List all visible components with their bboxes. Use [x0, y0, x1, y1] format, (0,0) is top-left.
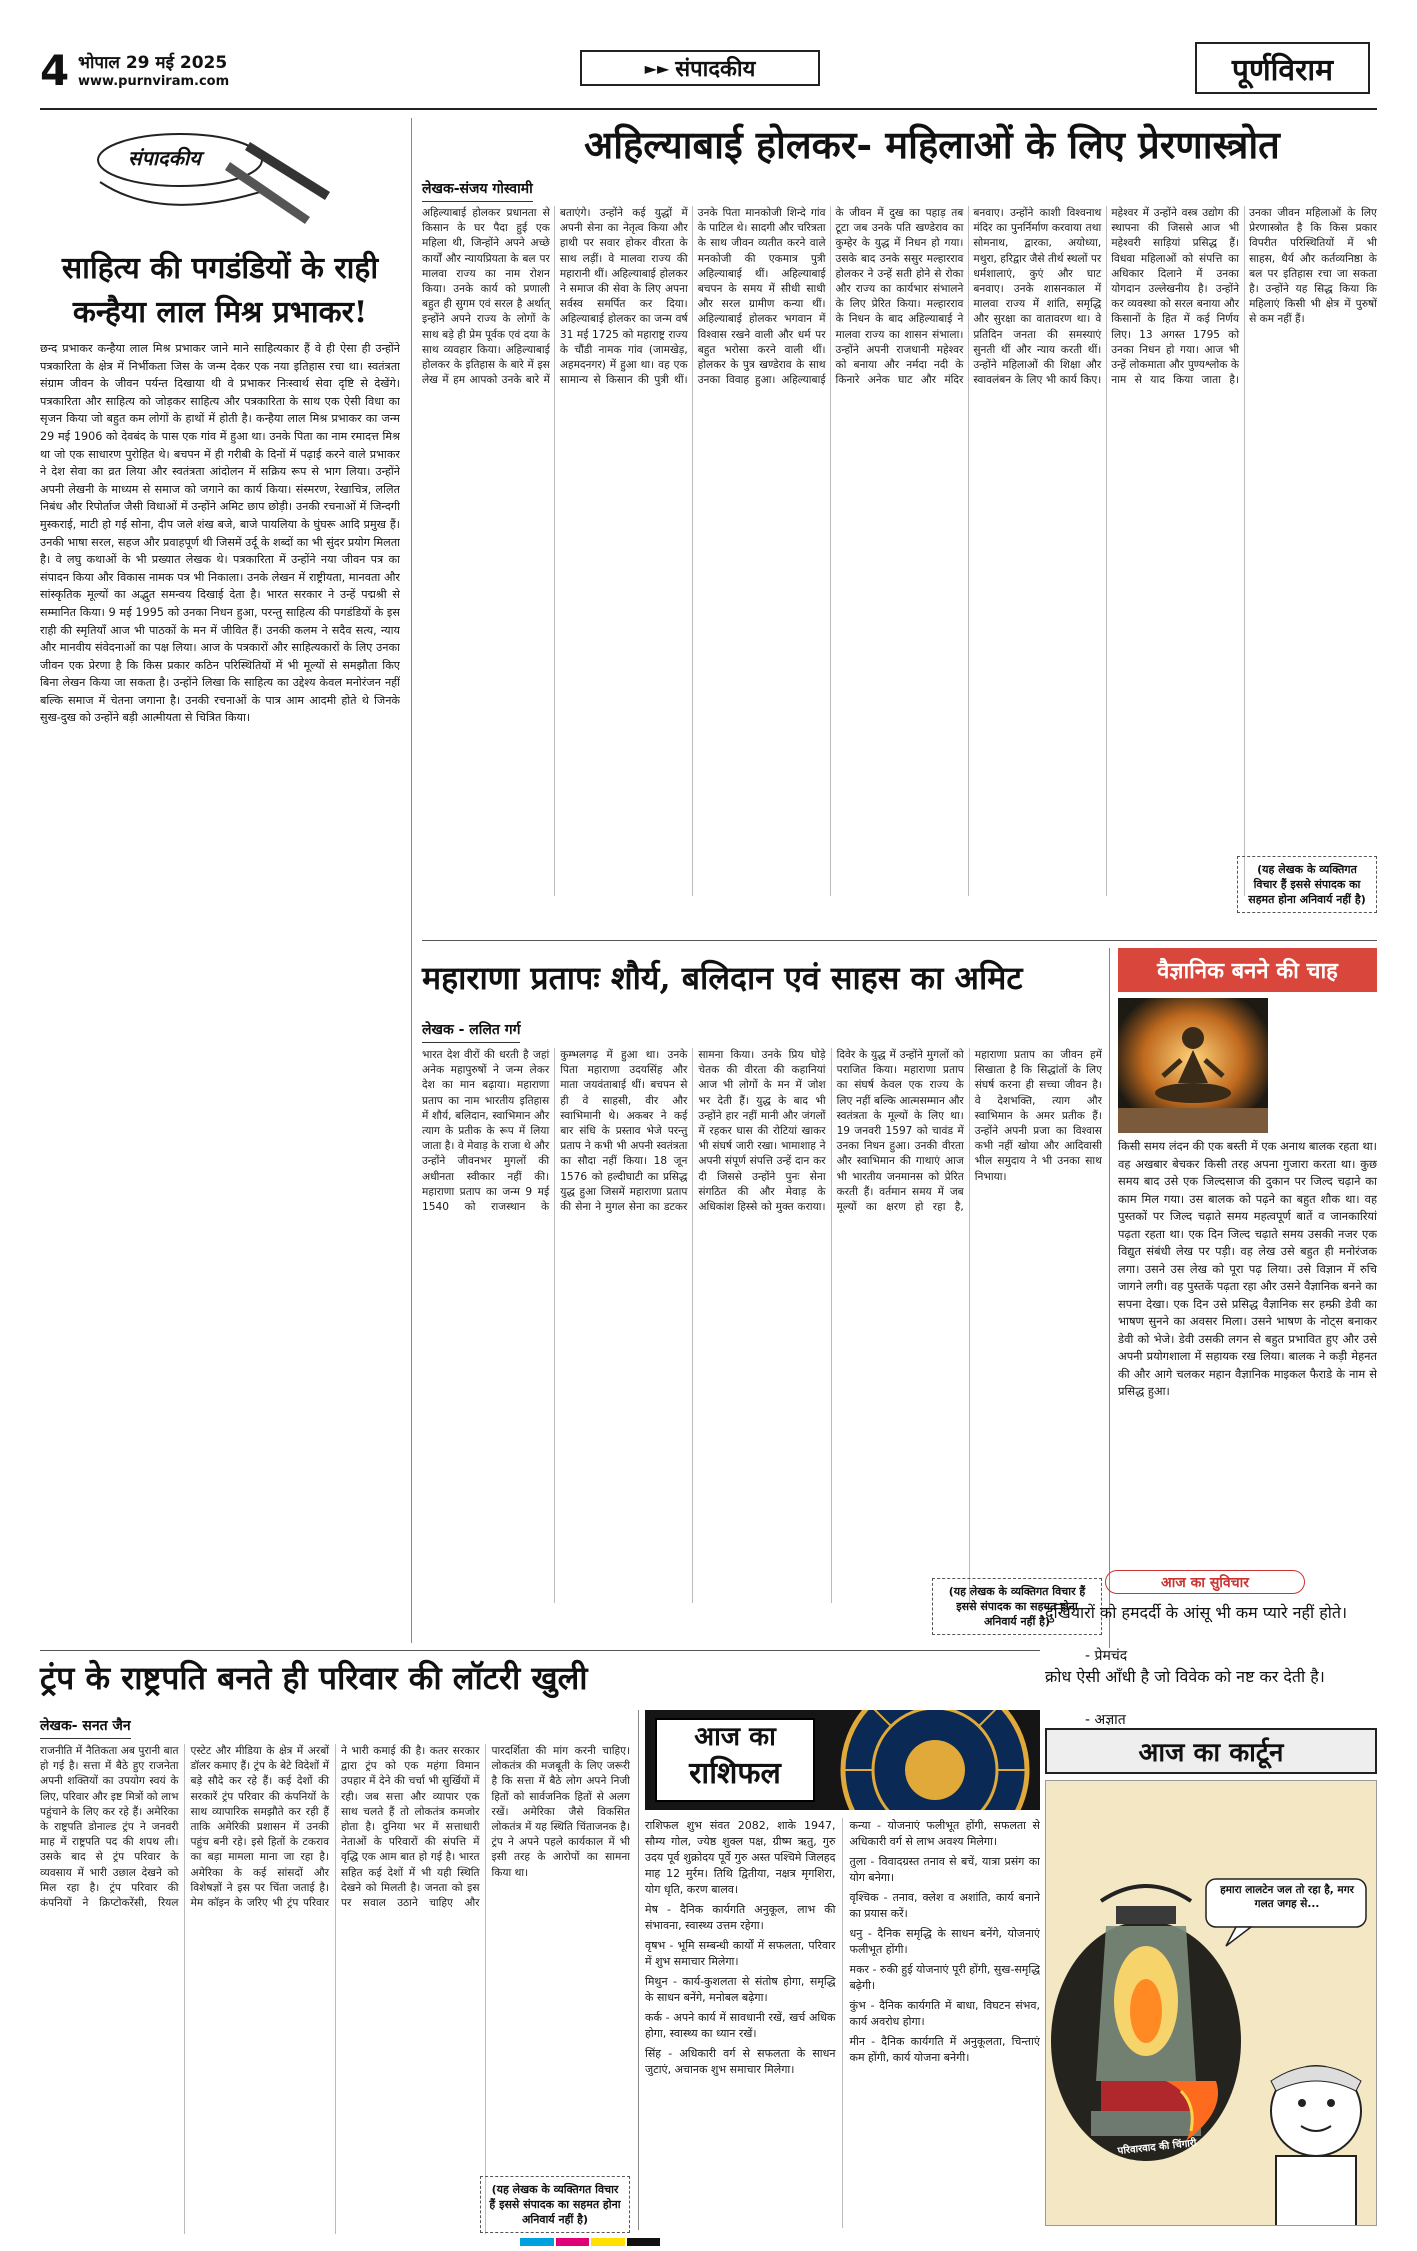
article2-note: (यह लेखक के व्यक्तिगत विचार हैं इससे संपादक का सहमत होना अनिवार्य नहीं है) — [1237, 856, 1377, 913]
article2-headline: अहिल्याबाई होलकर- महिलाओं के लिए प्रेरणास्त्रोत — [584, 122, 1280, 167]
rashifal-entry: मीन - दैनिक कार्यगति में अनुकूलता, चिन्ताएं कम होंगी, कार्य योजना बनेगी। — [849, 2035, 1040, 2064]
article3-body: भारत देश वीरों की धरती है जहां अनेक महापुरुषों ने जन्म लेकर देश का मान बढ़ाया। महाराणा प्रताप का नाम भारतीय इतिहास में शौर्य, बलिदान, स्वाभिमान और त्याग के प्रतीक के रूप में लिया जाता है। वे मेवाड़ के राजा थे और उन्होंने जीवनभर मुगलों की अधीनता स्वीकार नहीं की। महाराणा प्रताप का जन्म 9 मई 1540 को राजस्थान के कुम्भलगढ़ में हुआ था। उनके पिता महाराणा उदयसिंह और माता जयवंताबाई थीं। बचपन से ही वे साहसी, वीर और स्वाभिमानी थे। अकबर ने कई बार संधि के प्रस्ताव भेजे परन्तु प्रताप ने कभी भी अपनी स्वतंत्रता का सौदा नहीं किया। 18 जून 1576 को हल्दीघाटी का प्रसिद्ध युद्ध हुआ जिसमें महाराणा प्रताप की सेना ने मुगल सेना का डटकर सामना किया। उनके प्रिय घोड़े चेतक की वीरता की कहानियां आज भी लोगों के मन में जोश भर देती हैं। युद्ध के बाद भी उन्होंने हार नहीं मानी और जंगलों में रहकर घास की रोटियां खाकर भी संघर्ष जारी रखा। भामाशाह ने अपनी संपूर्ण संपत्ति उन्हें दान कर दी जिससे उन्होंने पुनः सेना संगठित की और मेवाड़ के अधिकांश हिस्से को मुक्त कराया। दिवेर के युद्ध में उन्होंने मुगलों को पराजित किया। महाराणा प्रताप का संघर्ष केवल एक राज्य के लिए नहीं बल्कि आत्मसम्मान और स्वतंत्रता के मूल्यों के लिए था। 19 जनवरी 1597 को चावंड में उनका निधन हुआ। उनकी वीरता और स्वाभिमान की गाथाएं आज भी भारतीय जनमानस को प्रेरित करती हैं। वर्तमान समय में जब मूल्यों का क्षरण हो रहा है, महाराणा प्रताप का जीवन हमें सिखाता है कि सिद्धांतों के लिए संघर्ष करना ही सच्चा जीवन है। वे देशभक्ति, त्याग और स्वाभिमान के अमर प्रतीक हैं। उन्होंने अपनी प्रजा का विश्वास कभी नहीं खोया और आदिवासी भील समुदाय ने भी उनका साथ निभाया। — [422, 1049, 1102, 1214]
rashifal-entry: धनु - दैनिक समृद्धि के साधन बनेंगे, योजनाएं फलीभूत होंगी। — [849, 1927, 1040, 1956]
arrow-right-icon: ►► — [644, 58, 670, 78]
article5-byline: लेखक- सनत जैन — [40, 1716, 131, 1739]
suvichar-quote1: दुखियारों को हमदर्दी के आंसू भी कम प्यारे नहीं होते। — [1045, 1603, 1348, 1622]
masthead-logo: पूर्णविराम — [1195, 42, 1370, 94]
rashifal-banner-title: आज का राशिफल — [655, 1718, 815, 1802]
rashifal-entry: वृषभ - भूमि सम्बन्धी कार्यों में सफलता, परिवार में शुभ समाचार मिलेगा। — [645, 1939, 836, 1968]
register-mark-bottom — [520, 2238, 660, 2246]
sampadakiya-logo-text: संपादकीय — [128, 146, 201, 170]
rashifal-entry: कुंभ - दैनिक कार्यगति में बाधा, विघटन संभव, कार्य अवरोध होगा। — [849, 1999, 1040, 2028]
rashifal-entry: सिंह - अधिकारी वर्ग से सफलता के साधन जुटाएं, अचानक शुभ समाचार मिलेगा। — [645, 2047, 836, 2076]
article5-note: (यह लेखक के व्यक्तिगत विचार हैं इससे संपादक का सहमत होना अनिवार्य नहीं है) — [480, 2176, 630, 2233]
pen-writing-icon — [80, 122, 340, 232]
rashifal-entry: वृश्चिक - तनाव, क्लेश व अशांति, कार्य बनाने का प्रयास करें। — [849, 1891, 1040, 1920]
article3-byline: लेखक - ललित गर्ग — [422, 1020, 520, 1043]
article5-body: राजनीति में नैतिकता अब पुरानी बात हो गई है। सत्ता में बैठे हुए राजनेता अपनी शक्तियों का उपयोग स्वयं के लिए, परिवार और इष्ट मित्रों को लाभ पहुंचाने के लिए कर रहे हैं। अमेरिका के राष्ट्रपति डोनाल्ड ट्रंप ने जनवरी माह में राष्ट्रपति पद की शपथ ली। उसके बाद से ट्रंप परिवार के व्यवसाय में भारी उछाल देखने को मिल रहा है। ट्रंप परिवार की कंपनियों ने क्रिप्टोकरेंसी, रियल एस्टेट और मीडिया के क्षेत्र में अरबों डॉलर कमाए हैं। ट्रंप के बेटे विदेशों में बड़े सौदे कर रहे हैं। कई देशों की सरकारें ट्रंप परिवार की कंपनियों के साथ व्यापारिक समझौते कर रही हैं ताकि अमेरिकी प्रशासन में उनकी पहुंच बनी रहे। इसे हितों के टकराव का बड़ा मामला माना जा रहा है। अमेरिका के कई सांसदों और विशेषज्ञों ने इस पर चिंता जताई है। मेम कॉइन के जरिए भी ट्रंप परिवार ने भारी कमाई की है। कतर सरकार द्वारा ट्रंप को एक महंगा विमान उपहार में देने की चर्चा भी सुर्खियों में रही। जब सत्ता और व्यापार एक साथ चलते हैं तो लोकतंत्र कमजोर होता है। दुनिया भर में सत्ताधारी नेताओं के परिवारों की संपत्ति में वृद्धि एक आम बात हो गई है। भारत सहित कई देशों में भी यही स्थिति देखने को मिलती है। जनता को इस पर सवाल उठाने चाहिए और पारदर्शिता की मांग करनी चाहिए। लोकतंत्र की मजबूती के लिए जरूरी है कि सत्ता में बैठे लोग अपने निजी हितों को सार्वजनिक हितों से अलग रखें। अमेरिका जैसे विकसित लोकतंत्र में यह स्थिति चिंताजनक है। ट्रंप ने अपने पहले कार्यकाल में भी इसी तरह के आरोपों का सामना किया था। — [40, 1745, 630, 1910]
cartoon-speech: हमारा लालटेन जल तो रहा है, मगर गलत जगह से... — [1220, 1884, 1354, 1910]
article4-headline-bar — [1118, 948, 1377, 992]
suvichar-author1: - प्रेमचंद — [1085, 1648, 1128, 1664]
article2-body: अहिल्याबाई होलकर प्रधानता से किसान के घर पैदा हुई एक महिला थी, जिन्होंने अपने अच्छे कार्यों और न्यायप्रियता के बल पर मालवा राज्य का नाम रोशन किया। उनके कार्य को प्रणाली बहुत ही सुगम एवं सरल है अर्थात् इन्होंने अपने राज्य के लोगों के साथ बड़े ही प्रेम पूर्वक एवं दया के साथ व्यवहार किया। अहिल्याबाई होलकर के इतिहास के बारे में इस लेख में हम आपको उनके बारे में बताएंगे। उन्होंने कई युद्धों में अपनी सेना का नेतृत्व किया और हाथी पर सवार होकर वीरता के साथ लड़ीं। वे मालवा राज्य की महारानी थीं। अहिल्याबाई होलकर ने समाज की सेवा के लिए अपना सर्वस्व समर्पित कर दिया। अहिल्याबाई होलकर का जन्म वर्ष 31 मई 1725 को महाराष्ट्र राज्य के चौंडी नामक गांव (जामखेड़, अहमदनगर) में हुआ था। वह एक सामान्य से किसान की पुत्री थीं। उनके पिता मानकोजी शिन्दे गांव के पाटिल थे। सादगी और चरित्रता के साथ जीवन व्यतीत करने वाले मनकोजी की एकमात्र पुत्री अहिल्याबाई थीं। अहिल्याबाई बचपन के समय में सीधी साधी और सरल ग्रामीण कन्या थीं। अहिल्याबाई होलकर भगवान में विश्वास रखने वाली और धर्म पर बहुत भरोसा करने वाली थीं। होलकर के पुत्र खण्डेराव के साथ उनका विवाह हुआ। अहिल्याबाई के जीवन में दुख का पहाड़ तब टूटा जब उनके पति खण्डेराव का कुम्हेर के युद्ध में निधन हो गया। उसके बाद उनके ससुर मल्हारराव होलकर ने उन्हें सती होने से रोका और राज्य का कार्यभार संभालने के लिए प्रेरित किया। मल्हारराव के निधन के बाद अहिल्याबाई ने मालवा राज्य का शासन संभाला। उन्होंने अपनी राजधानी महेश्वर को बनाया और नर्मदा नदी के किनारे अनेक घाट और मंदिर बनवाए। उन्होंने काशी विश्वनाथ मंदिर का पुनर्निर्माण करवाया तथा सोमनाथ, द्वारका, अयोध्या, मथुरा, हरिद्वार जैसे तीर्थ स्थलों पर धर्मशालाएं, कुएं और घाट बनवाए। उनके शासनकाल में मालवा राज्य में शांति, समृद्धि और सुरक्षा का वातावरण था। वे प्रतिदिन जनता की समस्याएं सुनती थीं और न्याय करती थीं। उन्होंने महिलाओं की शिक्षा और स्वावलंबन के लिए भी कार्य किए। महेश्वर में उन्होंने वस्त्र उद्योग की स्थापना की जिससे आज भी महेश्वरी साड़ियां प्रसिद्ध हैं। विधवा महिलाओं को संपत्ति का अधिकार दिलाने में उनका योगदान उल्लेखनीय है। उन्होंने कर व्यवस्था को सरल बनाया और किसानों के हित में कई निर्णय लिए। 13 अगस्त 1795 को उनका निधन हो गया। आज भी उन्हें लोकमाता और पुण्यश्लोक के नाम से याद किया जाता है। उनका जीवन महिलाओं के लिए प्रेरणास्त्रोत है कि किस प्रकार विपरीत परिस्थितियों में भी साहस, धैर्य और कर्तव्यनिष्ठा के बल पर इतिहास रचा जा सकता है। उन्होंने यह सिद्ध किया कि महिलाएं किसी भी क्षेत्र में पुरुषों से कम नहीं हैं। — [422, 207, 1377, 387]
meditating-figure-icon — [1118, 998, 1268, 1133]
article-prabhakar — [40, 118, 400, 1643]
rashifal-entry: कन्या - योजनाएं फलीभूत होंगी, सफलता से अधिकारी वर्ग से लाभ अवश्य मिलेगा। — [849, 1819, 1040, 1848]
cartoon-lantern-label: परिवारवाद की चिंगारी — [1117, 2137, 1198, 2158]
cartoon-section — [1045, 1728, 1377, 2228]
rashifal-entry: मकर - रुकी हुई योजनाएं पूरी होंगी, सुख-समृद्धि बढ़ेगी। — [849, 1963, 1040, 1992]
suvichar-title: आज का सुविचार — [1105, 1570, 1305, 1594]
page-number: 4 — [40, 46, 70, 95]
cartoon-title: आज का कार्टून — [1138, 1738, 1284, 1768]
website-link[interactable]: www.purnviram.com — [78, 74, 230, 89]
suvichar-box — [1045, 1570, 1377, 1728]
section-banner — [580, 50, 820, 86]
rashifal-entry: तुला - विवादग्रस्त तनाव से बचें, यात्रा प्रसंग का योग बनेगा। — [849, 1855, 1040, 1884]
rashifal-banner — [645, 1710, 1040, 1810]
article5-headline: ट्रंप के राष्ट्रपति बनते ही परिवार की लॉटरी खुली — [40, 1659, 588, 1697]
article3-note: (यह लेखक के व्यक्तिगत विचार हैं इससे संपादक का सहमत होना अनिवार्य नहीं है) — [932, 1578, 1102, 1635]
sampadakiya-logo — [80, 122, 340, 232]
article2-byline: लेखक-संजय गोस्वामी — [422, 179, 533, 202]
article4-body-top — [1274, 998, 1377, 1133]
article-vaigyanik — [1118, 948, 1377, 1568]
rashifal-intro: राशिफल शुभ संवत 2082, शाके 1947, सौम्य गोल, ज्येष्ठ शुक्ल पक्ष, ग्रीष्म ऋतु, गुरु उदय पूर्व शुक्रोदय पूर्वे गुरु अस्त पश्चिमे जिलहद माह 12 मुर्रम। तिथि द्वितीया, नक्षत्र मृगशिरा, योग धृति, करण बालव। — [645, 1819, 836, 1896]
article-maharana — [422, 948, 1102, 1648]
article1-body: छन्द प्रभाकर कन्हैया लाल मिश्र प्रभाकर जाने माने साहित्यकार हैं वे ही ऐसा ही उन्होंने पत्रकारिता के क्षेत्र में निर्भीकता जिस के जन्म देकर एक नया इतिहास रचा था। स्वतंत्रता संग्राम जीवन के जीवन पर्यन्त दिखाया थी वे प्रभाकर निःस्वार्थ सेवा दृष्टि से देखेंगे। पत्रकारिता और साहित्य को जोड़कर साहित्य और पत्रकारिता के साथ एक ऐसी विधा का सृजन किया जो बहुत कम लोगों के हाथों में होती है। कन्हैया लाल मिश्र प्रभाकर का जन्म 29 मई 1906 को देवबंद के पास एक गांव में हुआ था। उनके पिता का नाम रमादत्त मिश्र था जो एक साधारण पुरोहित थे। बचपन में ही गरीबी के दिनों में पढ़ाई करने वाले प्रभाकर ने देश सेवा का व्रत लिया और स्वतंत्रता आंदोलन में सक्रिय रूप से भाग लिया। उन्होंने अपनी लेखनी के माध्यम से समाज को जगाने का कार्य किया। संस्मरण, रेखाचित्र, ललित निबंध और रिपोर्ताज जैसी विधाओं में उन्होंने अमिट छाप छोड़ी। उनकी रचनाओं में जिन्दगी मुस्कराई, माटी हो गई सोना, दीप जले शंख बजे, बाजे पायलिया के घुंघरू आदि प्रमुख हैं। उनकी भाषा सरल, सहज और प्रवाहपूर्ण थी जिसमें उर्दू के शब्दों का भी सुंदर प्रयोग मिलता है। वे लघु कथाओं के भी प्रख्यात लेखक थे। पत्रकारिता में उन्होंने नया जीवन पत्र का संपादन किया और विकास नामक पत्र भी निकाला। उनके लेखन में राष्ट्रीयता, मानवता और सांस्कृतिक मूल्यों का अद्भुत समन्वय दिखाई देता है। भारत सरकार ने उन्हें पद्मश्री से सम्मानित किया। 9 मई 1995 को उनका निधन हुआ, परन्तु साहित्य की पगडंडियों के इस राही की स्मृतियाँ आज भी पाठकों के मन में जीवित हैं। उनकी कलम ने सदैव सत्य, न्याय और मानवीय संवेदनाओं का पक्ष लिया। आज के पत्रकारों और साहित्यकारों के लिए उनका जीवन एक प्रेरणा है कि किस प्रकार कठिन परिस्थितियों में भी मूल्यों से समझौता किए बिना लेखन किया जा सकता है। उन्होंने लिखा कि साहित्य का उद्देश्य केवल मनोरंजन नहीं बल्कि समाज में चेतना जगाना है। उनकी रचनाओं के पात्र आम आदमी होते थे जिनके सुख-दुख को उन्होंने बड़ी आत्मीयता से चित्रित किया। — [40, 342, 400, 725]
section-title: संपादकीय — [675, 57, 756, 82]
article-ahilyabai — [422, 118, 1377, 938]
lantern-cartoon-icon — [1046, 1781, 1377, 2226]
meditation-image — [1118, 998, 1268, 1133]
rashifal-section — [645, 1710, 1040, 2230]
article1-headline-1: साहित्य की पगडंडियों के राही — [61, 251, 379, 286]
suvichar-quote2: क्रोध ऐसी आँधी है जो विवेक को नष्ट कर देती है। — [1045, 1667, 1325, 1686]
cartoon-image — [1045, 1780, 1377, 2226]
article-trump — [40, 1656, 630, 2236]
rashifal-entry: कर्क - अपने कार्य में सावधानी रखें, खर्च अधिक होगा, स्वास्थ्य का ध्यान रखें। — [645, 2011, 836, 2040]
article1-headline-2: कन्हैया लाल मिश्र प्रभाकर! — [72, 295, 368, 330]
page-header — [40, 42, 1377, 104]
rashifal-entry: मिथुन - कार्य-कुशलता से संतोष होगा, समृद्धि के साधन बनेंगे, मनोबल बढ़ेगा। — [645, 1975, 836, 2004]
article3-headline: महाराणा प्रतापः शौर्य, बलिदान एवं साहस का अमिट — [422, 959, 1023, 997]
suvichar-author2: - अज्ञात — [1085, 1712, 1126, 1728]
article4-body: किसी समय लंदन की एक बस्ती में एक अनाथ बालक रहता था। वह अखबार बेचकर किसी तरह अपना गुजारा करता था। कुछ समय बाद उसे एक जिल्दसाज की दुकान पर जिल्द चढ़ाने का काम मिल गया। उस बालक को पढ़ने का बहुत शौक था। वह पुस्तकों पर जिल्द चढ़ाते समय महत्वपूर्ण बातें व जानकारियां पढ़ता रहता था। एक दिन जिल्द चढ़ाते समय उसकी नजर एक विद्युत संबंधी लेख पर पड़ी। वह लेख उसे बहुत ही मनोरंजक लगा। उसने उस लेख को पूरा पढ़ लिया। उसे विज्ञान में रुचि जागने लगी। वह पुस्तकें पढ़ता रहा और उसने वैज्ञानिक बनने का सपना देखा। एक दिन उसे प्रसिद्ध वैज्ञानिक सर हम्फ्री डेवी का भाषण सुनने का अवसर मिला। उसने भाषण के नोट्स बनाकर डेवी को भेजे। डेवी उसकी लगन से बहुत प्रभावित हुए और उसे अपनी प्रयोगशाला में सहायक रख लिया। बालक ने कड़ी मेहनत की और आगे चलकर महान वैज्ञानिक माइकल फैराडे के नाम से प्रसिद्ध हुआ। — [1118, 1139, 1377, 1398]
article4-headline: वैज्ञानिक बनने की चाह — [1157, 958, 1338, 984]
rashifal-entry: मेष - दैनिक कार्यगति अनुकूल, लाभ की संभावना, स्वास्थ्य उत्तम रहेगा। — [645, 1903, 836, 1932]
rashifal-content — [645, 1818, 1040, 2228]
cartoon-title-bar — [1045, 1728, 1377, 1774]
issue-date: भोपाल 29 मई 2025 — [78, 53, 228, 73]
zodiac-wheel-icon — [835, 1710, 1035, 1810]
